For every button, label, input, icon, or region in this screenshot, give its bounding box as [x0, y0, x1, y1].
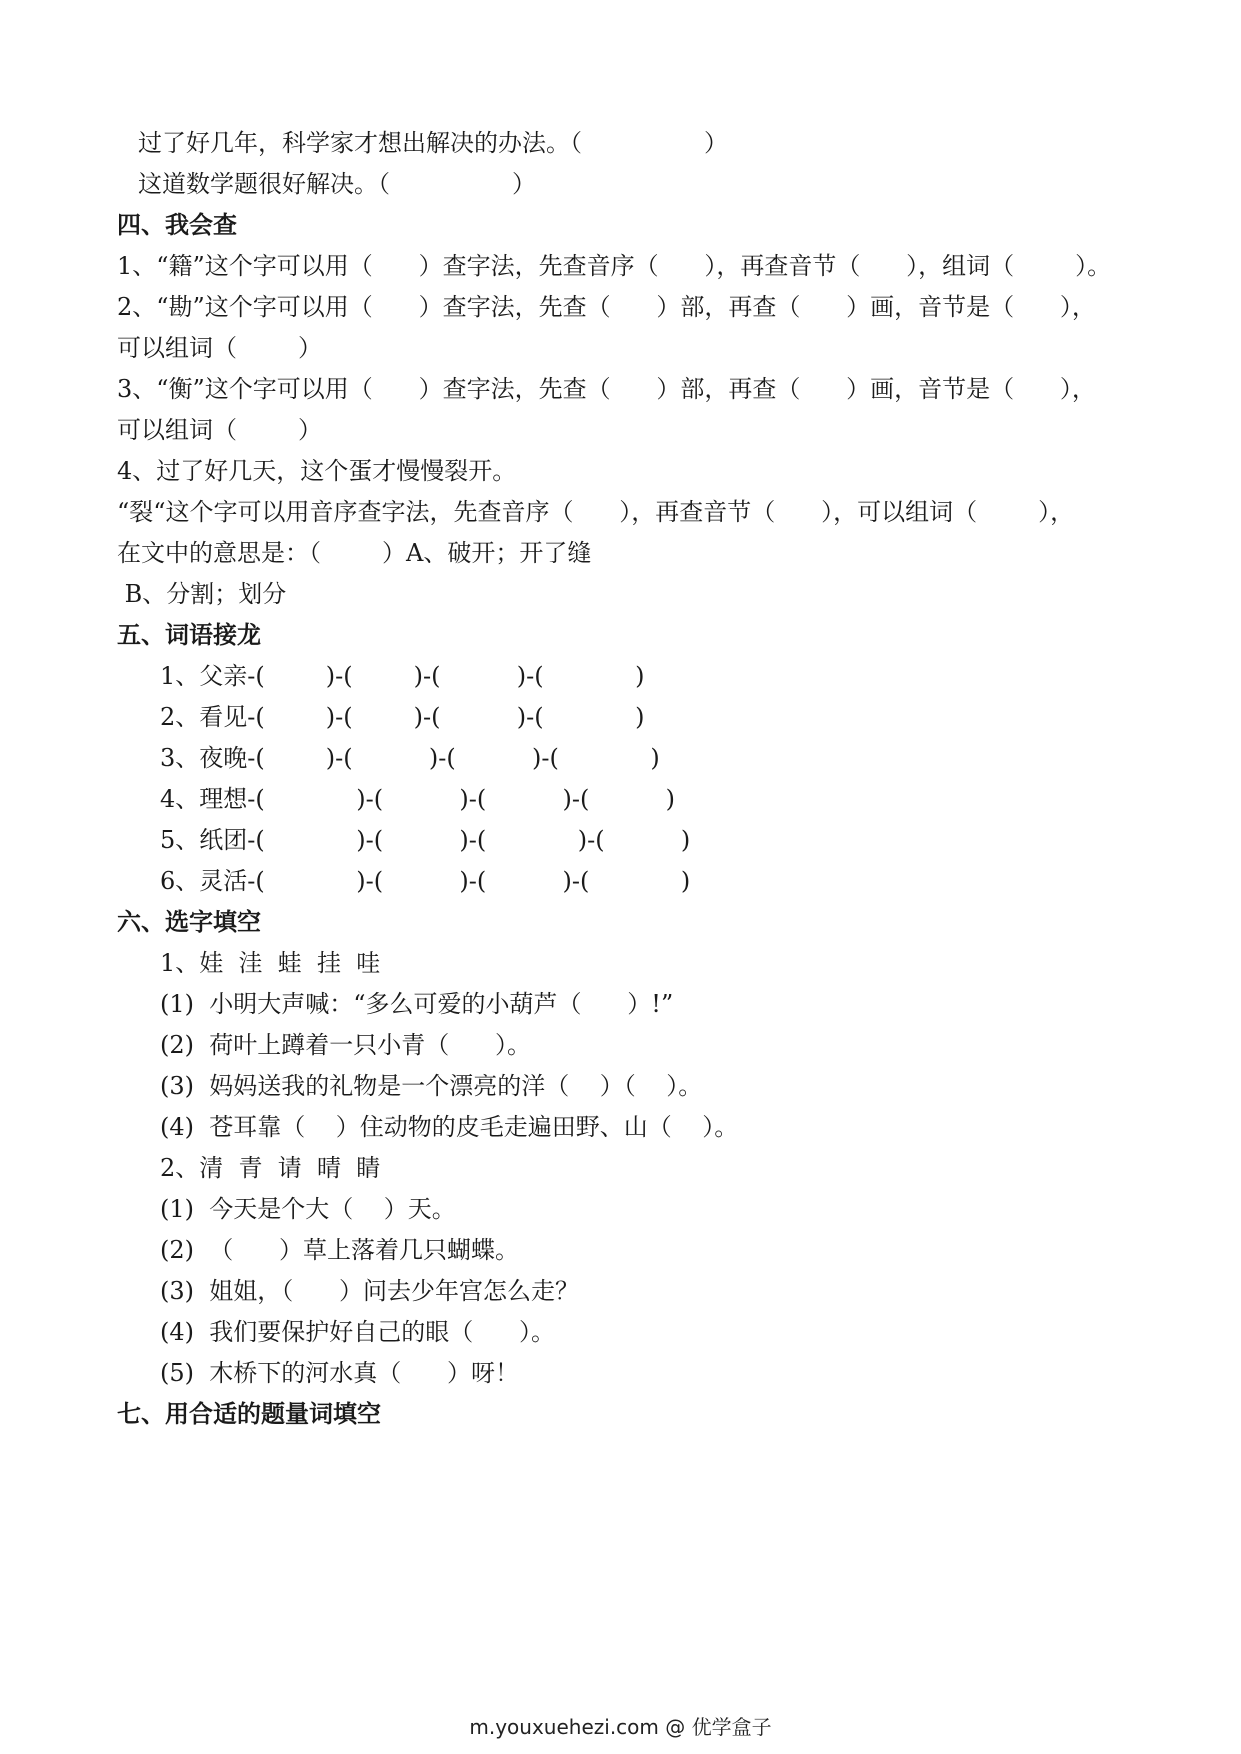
word-chain-item: 1、父亲-( )-( )-( )-( )	[160, 662, 645, 690]
fill-blank-item: (3) 姐姐，（ ）问去少年宫怎么走？	[160, 1277, 580, 1305]
question-line: 可以组词（ ）	[117, 416, 323, 444]
question-line: “裂“这个字可以用音序查字法，先查音序（ ），再查音节（ ），可以组词（ ），	[117, 498, 1075, 526]
char-choices: 2、清 青 请 晴 睛	[160, 1154, 381, 1182]
fill-blank-item: (1) 今天是个大（ ）天。	[160, 1195, 456, 1223]
fill-blank-item: (2) 荷叶上蹲着一只小青（ ）。	[160, 1031, 532, 1059]
fill-blank-item: (3) 妈妈送我的礼物是一个漂亮的洋（ ）（ ）。	[160, 1072, 703, 1100]
word-chain-item: 5、纸团-( )-( )-( )-( )	[160, 826, 691, 854]
fill-blank-item: (5) 木桥下的河水真（ ）呀！	[160, 1359, 520, 1387]
question-line: 在文中的意思是：（ ）A、破开；开了缝	[117, 539, 592, 567]
footer-watermark: m.youxuehezi.com @ 优学盒子	[469, 1715, 772, 1739]
sentence-line: 这道数学题很好解决。（ ）	[138, 170, 537, 198]
question-line: 1、“籍”这个字可以用（ ）查字法，先查音序（ ），再查音节（ ），组词（ ）。	[117, 252, 1112, 280]
char-choices: 1、娃 洼 蛙 挂 哇	[160, 949, 381, 977]
question-line: 2、“勘”这个字可以用（ ）查字法，先查（ ）部，再查（ ）画，音节是（ ），	[117, 293, 1096, 321]
word-chain-item: 6、灵活-( )-( )-( )-( )	[160, 867, 691, 895]
sentence-line: 过了好几年，科学家才想出解决的办法。（ ）	[138, 129, 729, 157]
fill-blank-item: (4) 我们要保护好自己的眼（ ）。	[160, 1318, 556, 1346]
fill-blank-item: (1) 小明大声喊：“多么可爱的小葫芦（ ）!”	[160, 990, 674, 1018]
fill-blank-item: (4) 苍耳靠（ ）住动物的皮毛走遍田野、山（ ）。	[160, 1113, 739, 1141]
question-line: 可以组词（ ）	[117, 334, 323, 362]
question-line: B、分割；划分	[117, 580, 287, 608]
fill-blank-item: (2) （ ）草上落着几只蝴蝶。	[160, 1236, 520, 1264]
word-chain-item: 3、夜晚-( )-( )-( )-( )	[160, 744, 660, 772]
section-heading: 五、词语接龙	[117, 621, 261, 649]
section-heading: 四、我会查	[117, 211, 237, 239]
word-chain-item: 4、理想-( )-( )-( )-( )	[160, 785, 676, 813]
question-line: 3、“衡”这个字可以用（ ）查字法，先查（ ）部，再查（ ）画，音节是（ ），	[117, 375, 1096, 403]
word-chain-item: 2、看见-( )-( )-( )-( )	[160, 703, 645, 731]
section-heading: 六、选字填空	[117, 908, 261, 936]
question-line: 4、过了好几天，这个蛋才慢慢裂开。	[117, 457, 517, 485]
section-heading: 七、用合适的题量词填空	[117, 1400, 381, 1428]
